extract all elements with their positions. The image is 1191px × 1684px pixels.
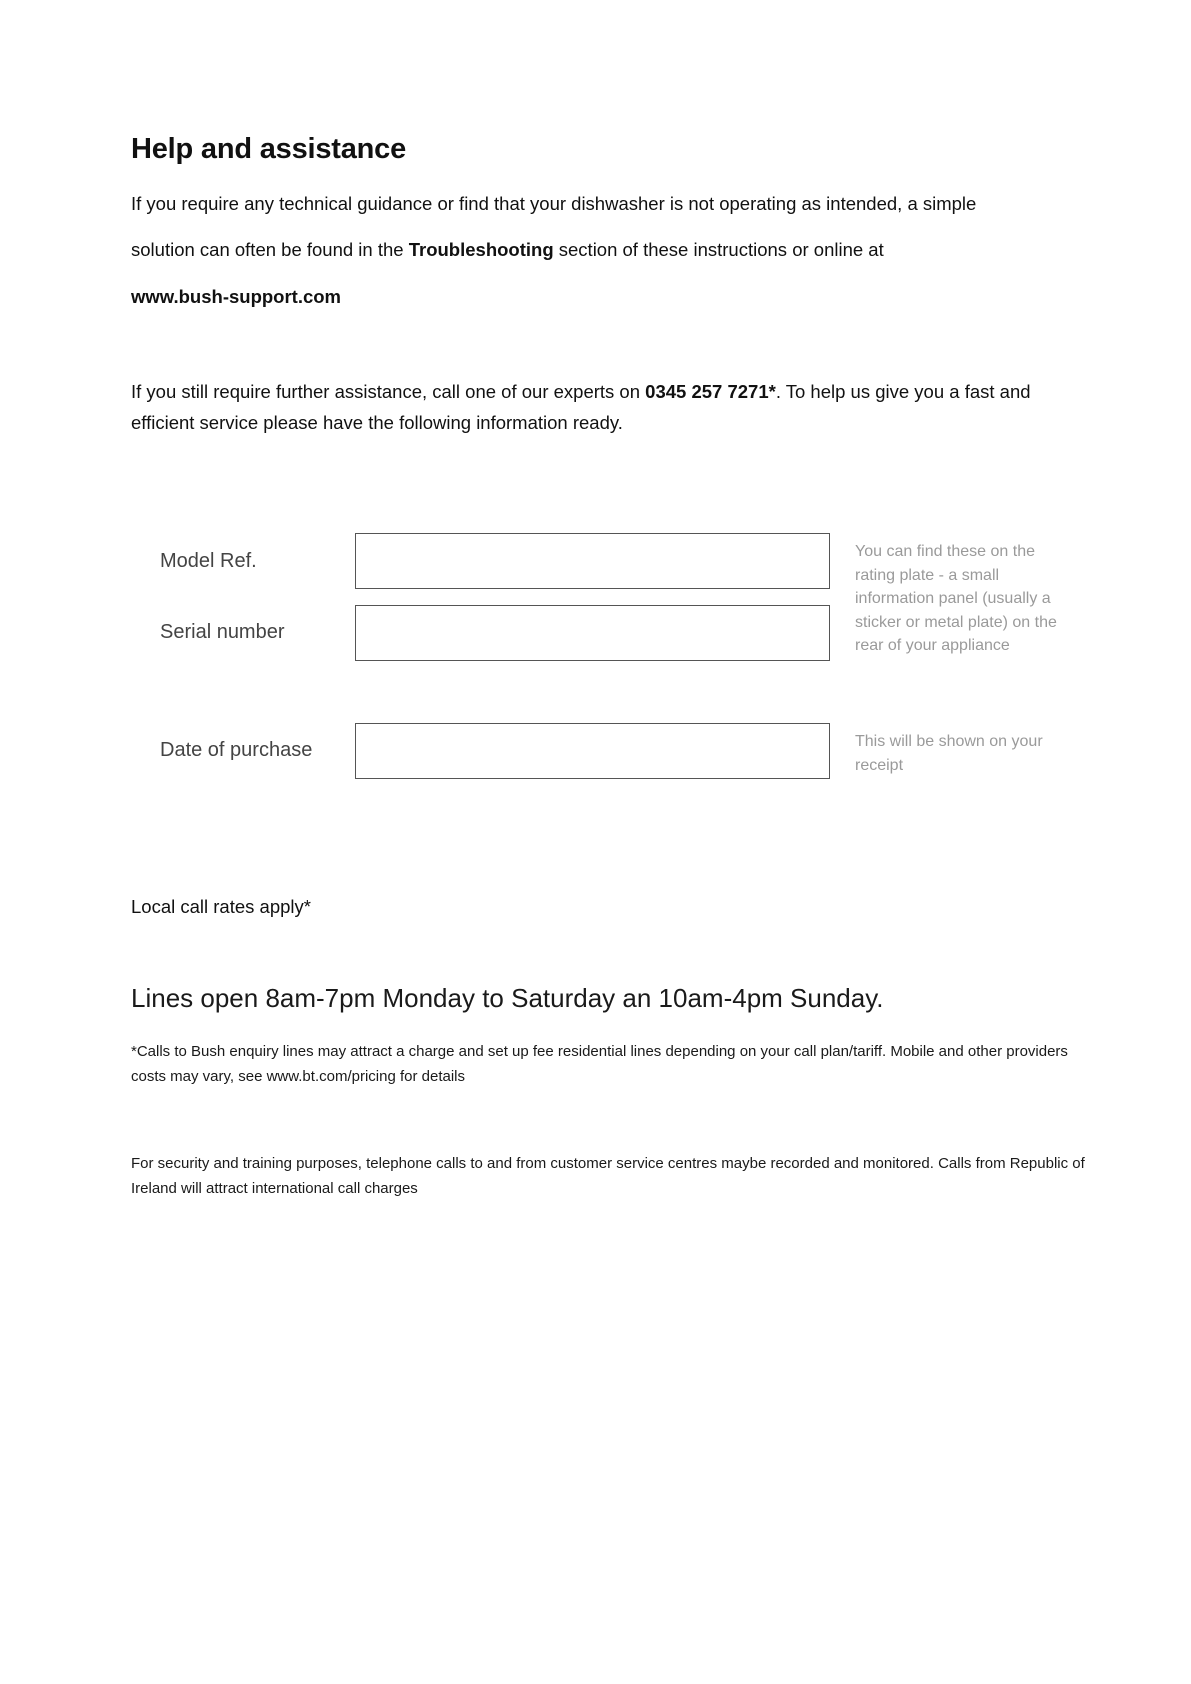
assistance-paragraph xyxy=(131,376,1091,438)
model-ref-label: Model Ref. xyxy=(160,550,257,572)
call-charges-note: *Calls to Bush enquiry lines may attract a charge and set up fee residential lines depending on your call plan/tariff. Mobile and other providers costs may vary, see www.bt.com/pricing for details xyxy=(131,1043,1068,1085)
rating-plate-hint: You can find these on the rating plate - a small information panel (usually a sticker or metal plate) on the rear of your appliance xyxy=(855,543,1057,654)
intro-line-2-start: solution can often be found in the xyxy=(131,239,409,260)
serial-number-label: Serial number xyxy=(160,621,285,643)
opening-hours: Lines open 8am-7pm Monday to Saturday an 10am-4pm Sunday. xyxy=(131,983,884,1013)
page-title: Help and assistance xyxy=(131,133,407,165)
intro-line-1: If you require any technical guidance or find that your dishwasher is not operating as intended, a simple xyxy=(131,193,977,214)
support-url: www.bush-support.com xyxy=(131,286,342,307)
local-call-rates-note: Local call rates apply* xyxy=(131,896,311,917)
troubleshooting-reference: Troubleshooting xyxy=(408,239,554,260)
assistance-text-start: If you still require further assistance, call one of our experts on xyxy=(131,381,646,402)
model-ref-input[interactable] xyxy=(355,533,830,589)
date-of-purchase-input[interactable] xyxy=(355,723,830,779)
serial-number-input[interactable] xyxy=(355,605,830,661)
intro-line-2 xyxy=(131,239,884,261)
receipt-hint: This will be shown on your receipt xyxy=(855,733,1043,774)
assistance-text-end: . To help us give you a fast and efficient service please have the following information ready. xyxy=(131,381,1031,433)
intro-line-2-end: section of these instructions or online at xyxy=(553,239,884,260)
support-phone-number: 0345 257 7271* xyxy=(645,381,776,402)
date-of-purchase-label: Date of purchase xyxy=(160,739,313,761)
security-note: For security and training purposes, telephone calls to and from customer service centres maybe recorded and monitored. Calls from Republic of Ireland will attract international call charges xyxy=(131,1155,1085,1197)
